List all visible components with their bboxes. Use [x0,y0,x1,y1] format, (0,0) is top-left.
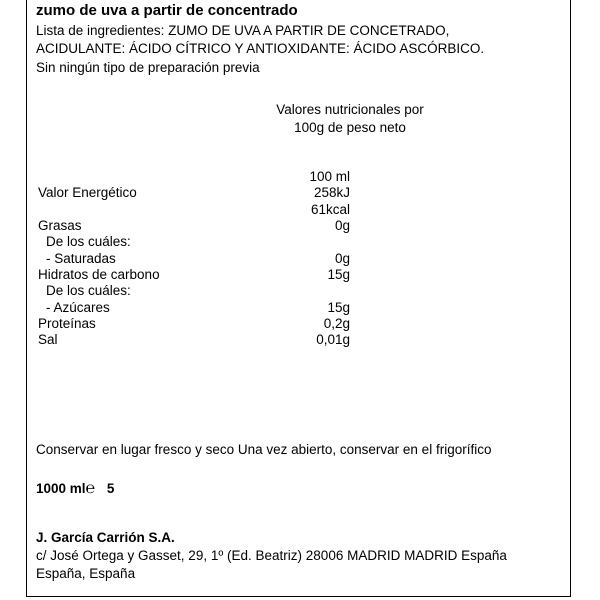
nutrition-row-label: Hidratos de carbono [38,267,160,282]
nutrition-row-value: 15g [327,300,350,315]
nutrition-row-label: - Azúcares [46,300,110,315]
ingredients-line-1: Lista de ingredientes: ZUMO DE UVA A PARTIR DE CONCETRADO, [36,23,450,38]
nutrition-row-value: 0,01g [316,332,350,347]
nutrition-row-value: 0,2g [323,316,350,331]
nutrition-row-value: 15g [327,267,350,282]
company-address-line-2: España, España [36,566,136,581]
ingredients-line-2: ACIDULANTE: ÁCIDO CÍTRICO Y ANTIOXIDANTE: ÁCIDO ASCÓRBICO. [36,41,485,56]
label-frame [26,0,571,597]
nutrition-header-line-2: 100g de peso neto [294,120,406,135]
nutrition-row-label: Sal [38,332,58,347]
net-volume: 1000 ml [36,481,86,496]
nutrition-row-label: - Saturadas [46,251,116,266]
nutrition-row-value: 0g [334,251,350,266]
nutrition-row-label: Proteínas [38,316,96,331]
product-title: zumo de uva a partir de concentrado [36,2,298,19]
nutrition-row-value: 0g [334,218,350,233]
nutrition-row-label: De los cuáles: [46,283,131,298]
nutrition-row-value: 61kcal [310,202,350,217]
nutrition-row-label: Valor Energético [38,185,137,200]
unit-count: 5 [106,481,115,496]
nutrition-row-value: 258kJ [313,185,350,200]
nutrition-row-label: De los cuáles: [46,234,131,249]
estimated-sign-icon: ℮ [85,480,96,497]
company-address-line-1: c/ José Ortega y Gasset, 29, 1º (Ed. Beatriz) 28006 MADRID MADRID España [36,548,507,563]
preparation-note: Sin ningún tipo de preparación previa [36,60,260,75]
nutrition-header-line-1: Valores nutricionales por [276,102,424,117]
company-name: J. García Carrión S.A. [36,530,175,545]
storage-instructions: Conservar en lugar fresco y seco Una vez abierto, conservar en el frigorífico [36,442,492,457]
nutrition-row-label: Grasas [38,218,82,233]
quantity-line [36,480,114,498]
nutrition-column-unit: 100 ml [309,169,350,184]
